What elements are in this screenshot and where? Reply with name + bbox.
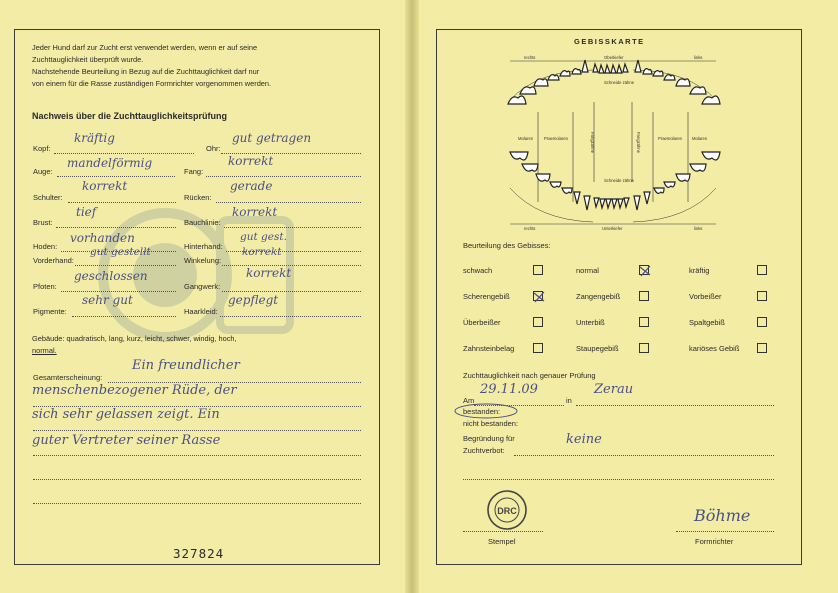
place-value: Zerau xyxy=(594,382,634,397)
field-line xyxy=(72,316,176,317)
field-label-bauchlinie: Bauchlinie: xyxy=(184,218,221,227)
stamp-seal xyxy=(486,489,528,531)
field-label-schulter: Schulter: xyxy=(33,193,63,202)
begruendung-line xyxy=(514,455,774,456)
stempel-line xyxy=(463,531,543,532)
gesamt-line-1: Ein freundlicher xyxy=(132,358,240,373)
field-line xyxy=(33,479,361,480)
field-label-brust: Brust: xyxy=(33,218,53,227)
option-checkbox[interactable] xyxy=(533,291,543,301)
option-label: Zangengebiß xyxy=(576,292,621,301)
chart-label: Praemolaren xyxy=(658,136,682,141)
field-label-vorderhand: Vorderhand: xyxy=(33,256,74,265)
checkmark-icon xyxy=(638,264,652,278)
beurteilung-label: Beurteilung des Gebisses: xyxy=(463,241,551,250)
field-label-pigmente: Pigmente: xyxy=(33,307,67,316)
option-label: Staupegebiß xyxy=(576,344,619,353)
field-value-vorderhand: gut gestellt xyxy=(90,246,151,258)
field-value-pfoten: geschlossen xyxy=(74,269,148,283)
section-heading: Nachweis über die Zuchttauglichkeitsprüfung xyxy=(32,111,228,121)
serial-number: 327824 xyxy=(173,546,225,561)
gesamt-line-3: sich sehr gelassen zeigt. Ein xyxy=(32,407,220,422)
option-checkbox[interactable] xyxy=(757,343,767,353)
option-checkbox[interactable] xyxy=(639,265,649,275)
field-value-hoden: vorhanden xyxy=(70,231,135,245)
chart-label: links xyxy=(694,55,703,60)
field-line xyxy=(222,265,361,266)
option-label: kariöses Gebiß xyxy=(689,344,740,353)
field-line xyxy=(224,227,361,228)
field-value-auge: mandelförmig xyxy=(67,156,153,170)
place-line xyxy=(576,405,774,406)
field-value-winkelung: korrekt xyxy=(242,246,282,258)
bestanden-label: bestanden: xyxy=(463,407,501,416)
chart-label: Oberkiefer xyxy=(604,55,624,60)
field-line xyxy=(61,291,176,292)
field-label-auge: Auge: xyxy=(33,167,53,176)
option-checkbox[interactable] xyxy=(639,317,649,327)
option-checkbox[interactable] xyxy=(757,265,767,275)
gebaeude-normal: normal. xyxy=(32,346,57,355)
intro-line: Jeder Hund darf zur Zucht erst verwendet werden, wenn er auf seine xyxy=(32,43,258,52)
field-value-brust: tief xyxy=(76,205,97,219)
field-line xyxy=(206,176,361,177)
chart-label: Fangzähne xyxy=(590,132,595,153)
formrichter-label: Formrichter xyxy=(695,537,734,546)
field-value-bauchlinie: korrekt xyxy=(232,205,278,219)
begruendung-label-1: Begründung für xyxy=(463,434,515,443)
chart-label: rechts xyxy=(524,55,536,60)
in-label: in xyxy=(566,396,572,405)
field-value-hinterhand: gut gest. xyxy=(240,231,287,243)
nicht-bestanden-label: nicht bestanden: xyxy=(463,419,519,428)
field-value-ohr: gut getragen xyxy=(232,131,312,145)
field-value-ruecken: gerade xyxy=(230,179,273,193)
field-label-gangwerk: Gangwerk: xyxy=(184,282,221,291)
intro-line: von einem für die Rasse zuständigen Formrichter vorgenommen werden. xyxy=(32,79,272,88)
chart-label: links xyxy=(694,226,703,231)
gesamt-label: Gesamterscheinung: xyxy=(33,373,103,382)
gebaeude-text xyxy=(32,333,362,357)
chart-label: Unterkiefer xyxy=(602,226,623,231)
page-title: GEBISSKARTE xyxy=(574,37,645,46)
checkmark-icon xyxy=(532,290,546,304)
begruendung-value: keine xyxy=(566,432,602,447)
lower-arch-line-left xyxy=(510,188,593,222)
chart-label: Fangzähne xyxy=(636,132,641,153)
option-checkbox[interactable] xyxy=(533,317,543,327)
option-label: kräftig xyxy=(689,266,710,275)
option-checkbox[interactable] xyxy=(533,343,543,353)
chart-label: Schneide zähne xyxy=(604,80,635,85)
field-line xyxy=(220,316,361,317)
option-checkbox[interactable] xyxy=(533,265,543,275)
begruendung-label-2: Zuchtverbot: xyxy=(463,446,505,455)
field-label-kopf: Kopf: xyxy=(33,144,51,153)
field-line xyxy=(33,503,361,504)
option-label: Überbeißer xyxy=(463,318,501,327)
field-line xyxy=(33,455,361,456)
field-value-schulter: korrekt xyxy=(82,179,128,193)
svg-text:DRC: DRC xyxy=(497,506,517,516)
field-label-hoden: Hoden: xyxy=(33,242,58,251)
option-label: Vorbeißer xyxy=(689,292,722,301)
gesamt-line-2: menschenbezogener Rüde, der xyxy=(32,383,237,398)
signature: Böhme xyxy=(694,506,751,525)
field-line xyxy=(33,430,361,431)
field-line xyxy=(75,265,176,266)
chart-label: Molaren xyxy=(518,136,534,141)
option-checkbox[interactable] xyxy=(757,317,767,327)
option-label: Spaltgebiß xyxy=(689,318,725,327)
zucht-label: Zuchttauglichkeit nach genauer Prüfung xyxy=(463,371,596,380)
gebaeude-options: Gebäude: quadratisch, lang, kurz, leicht, schwer, windig, hoch, xyxy=(32,334,237,343)
field-label-fang: Fang: xyxy=(184,167,204,176)
stempel-label: Stempel xyxy=(488,537,516,546)
field-line xyxy=(56,227,176,228)
option-checkbox[interactable] xyxy=(639,291,649,301)
option-label: normal xyxy=(576,266,599,275)
gesamt-line-4: guter Vertreter seiner Rasse xyxy=(32,433,221,448)
field-label-ohr: Ohr: xyxy=(206,144,221,153)
intro-line: Zuchttauglichkeit überprüft wurde. xyxy=(32,55,144,64)
am-label: Am xyxy=(463,396,475,405)
field-line xyxy=(216,202,361,203)
book-spine xyxy=(405,0,419,593)
field-label-ruecken: Rücken: xyxy=(184,193,212,202)
field-line xyxy=(222,291,361,292)
dental-chart xyxy=(498,52,728,234)
field-value-gangwerk: korrekt xyxy=(246,266,292,280)
field-label-hinterhand: Hinterhand: xyxy=(184,242,223,251)
field-value-kopf: kräftig xyxy=(74,131,115,145)
field-line xyxy=(54,153,194,154)
chart-label: Schneide zähne xyxy=(604,178,635,183)
option-label: schwach xyxy=(463,266,493,275)
chart-label: Praemolaren xyxy=(544,136,568,141)
field-value-pigmente: sehr gut xyxy=(82,293,133,307)
chart-label: Molaren xyxy=(692,136,708,141)
field-value-haarkleid: gepflegt xyxy=(228,293,279,307)
intro-text xyxy=(32,42,362,90)
field-line xyxy=(68,202,176,203)
option-label: Zahnsteinbelag xyxy=(463,344,515,353)
field-label-pfoten: Pfoten: xyxy=(33,282,57,291)
field-value-fang: korrekt xyxy=(228,154,274,168)
formrichter-line xyxy=(676,531,774,532)
chart-label: rechts xyxy=(524,226,536,231)
empty-line xyxy=(463,479,774,480)
option-checkbox[interactable] xyxy=(757,291,767,301)
field-line xyxy=(57,176,175,177)
field-label-winkelung: Winkelung: xyxy=(184,256,222,265)
option-checkbox[interactable] xyxy=(639,343,649,353)
option-label: Scherengebiß xyxy=(463,292,510,301)
option-label: Unterbiß xyxy=(576,318,605,327)
field-label-haarkleid: Haarkleid: xyxy=(184,307,218,316)
intro-line: Nachstehende Beurteilung in Bezug auf die Zuchttauglichkeit darf nur xyxy=(32,67,260,76)
date-value: 29.11.09 xyxy=(480,382,538,397)
